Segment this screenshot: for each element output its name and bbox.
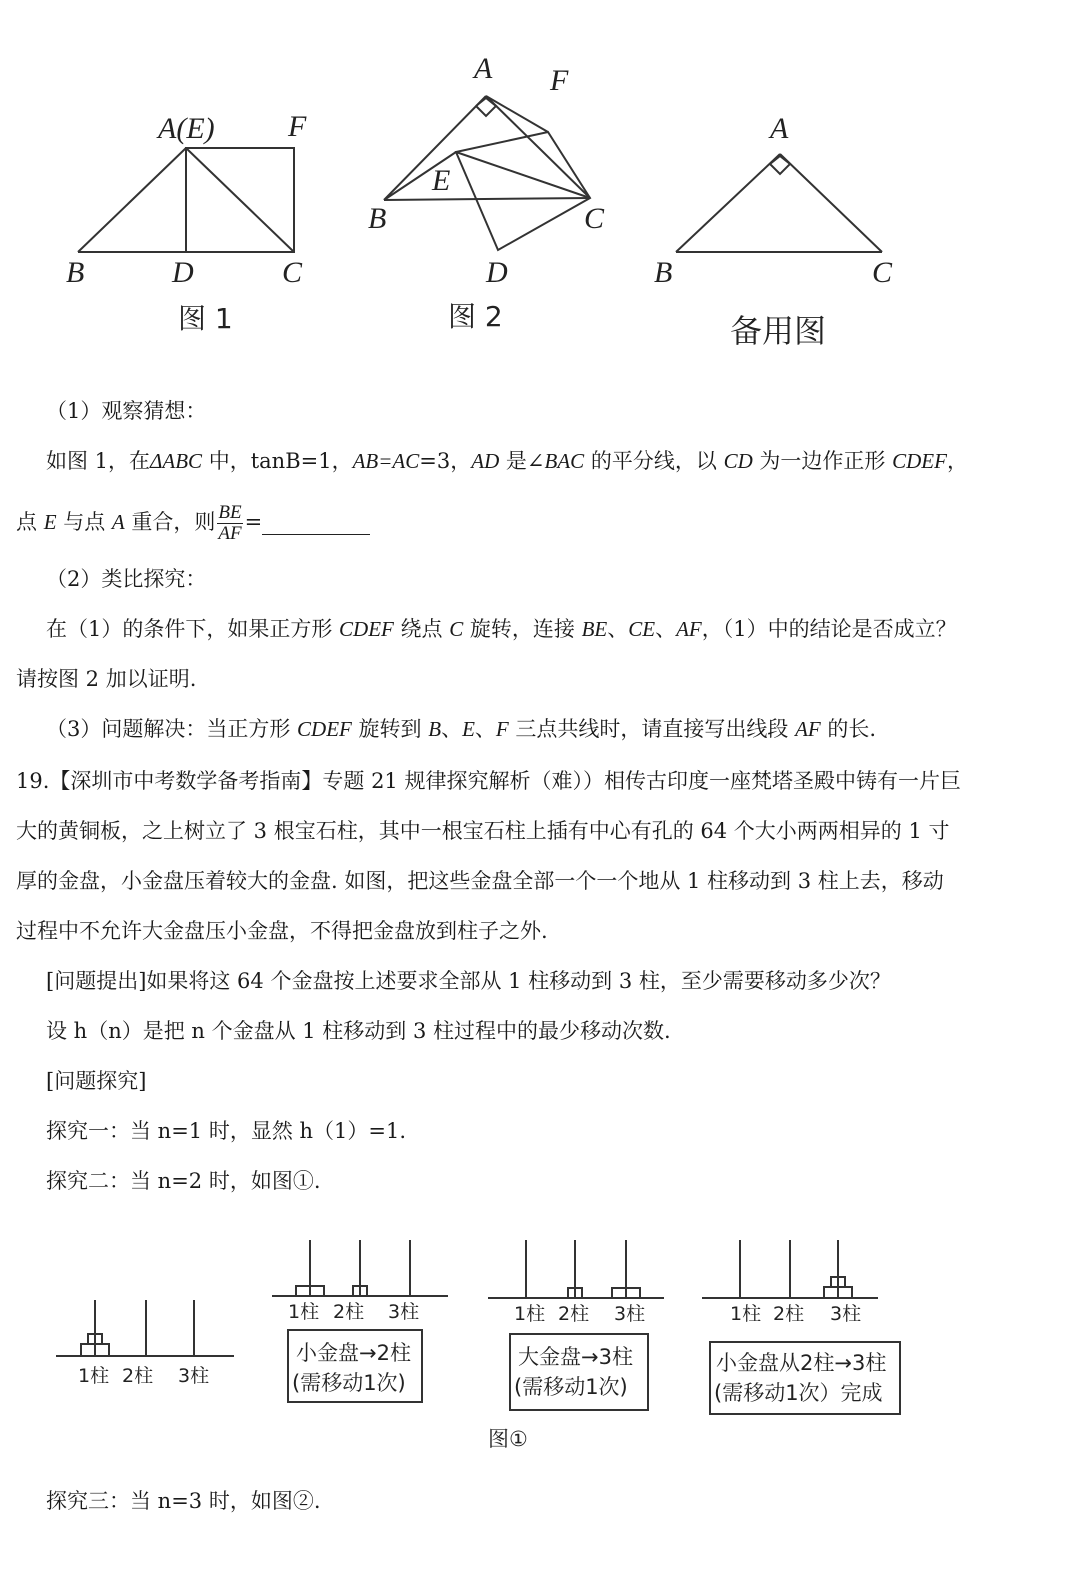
q19-explore-heading: [问题探究] [46,1069,147,1093]
math: BAC [544,449,585,473]
part1-line2 [16,500,1066,544]
text: 、 [474,717,496,741]
math: AF [676,617,702,641]
fraction-denominator: AF [218,523,242,544]
part3-line [46,714,1080,744]
state1-peg3: 3柱 [388,1301,420,1323]
fraction-be-af [217,503,242,544]
fraction-numerator: BE [218,502,242,523]
text: 中，tanB=1， [202,449,353,473]
q19-explore-2: 探究二：当 n=2 时，如图①. [46,1169,321,1193]
q19-problem: [问题提出]如果将这 64 个金盘按上述要求全部从 1 柱移动到 3 柱，至少需要移动多少次？ [46,969,891,993]
text: 旋转到 [351,717,429,741]
text: 的平分线，以 [584,449,724,473]
q19-explore-1: 探究一：当 n=1 时，显然 h（1）=1. [46,1119,407,1143]
text: 旋转，连接 [463,617,582,641]
math: AF [795,717,821,741]
text: 与点 [56,510,112,534]
fig1-label-C: C [282,256,303,289]
step2-line2: (需移动1次) [514,1375,628,1399]
fig2-label-D: D [486,256,508,289]
state0-peg3: 3柱 [178,1365,210,1387]
text: （3）问题解决：当正方形 [46,717,298,741]
math: E [43,510,57,534]
math: CDEF [892,449,947,473]
state1-peg1: 1柱 [288,1301,320,1323]
math: AD [471,449,500,473]
fig1-caption: 图 1 [178,302,233,335]
state3-peg2: 2柱 [773,1303,805,1325]
state2-peg3: 3柱 [614,1303,646,1325]
math: AB=AC [352,449,420,473]
state0-peg2: 2柱 [122,1365,154,1387]
math: CDEF [339,617,394,641]
state3-peg3: 3柱 [830,1303,862,1325]
q19-line4: 过程中不允许大金盘压小金盘，不得把金盘放到柱子之外. [16,919,548,943]
math: F [495,717,509,741]
state1-peg2: 2柱 [333,1301,365,1323]
text: 为一边作正形 [752,449,893,473]
figure-1 [78,148,294,252]
text: ，（1）中的结论是否成立？ [701,617,957,641]
math: E [462,717,475,741]
state2-peg1: 1柱 [514,1303,546,1325]
state0-peg1: 1柱 [78,1365,110,1387]
fig3-label-B: B [654,256,673,289]
text: 、 [441,717,463,741]
fig3-caption: 备用图 [730,312,827,350]
hanoi-svg [0,1230,1080,1460]
state2-peg2: 2柱 [558,1303,590,1325]
answer-blank[interactable] [262,512,370,535]
step3-line2: (需移动1次）完成 [714,1381,883,1405]
part1-heading: （1）观察猜想： [46,399,207,423]
math: BE [581,617,608,641]
fig2-label-F: F [550,64,569,97]
fig2-label-A: A [474,52,493,85]
math: B [428,717,442,741]
text: =3， [419,449,472,473]
text: 、 [607,617,629,641]
step1-line1: 小金盘→2柱 [296,1341,411,1365]
fig3-label-A: A [770,112,789,145]
q19-line1: 19.【深圳市中考数学备考指南】专题 21 规律探究解析（难））相传古印度一座梵塔圣殿中铸有一片巨 [16,769,961,793]
text: 在（1）的条件下，如果正方形 [46,617,340,641]
fig1-label-F: F [288,110,307,143]
fig2-label-C: C [584,202,605,235]
hanoi-figure [0,1230,1080,1460]
part2-line1 [46,614,1080,644]
text: 、 [655,617,677,641]
figure-2 [384,96,590,250]
fig1-label-B: B [66,256,85,289]
step1-line2: (需移动1次) [292,1371,406,1395]
text: 如图 1，在 [46,449,151,473]
fig2-caption: 图 2 [448,300,503,333]
state3-peg1: 1柱 [730,1303,762,1325]
hanoi-caption: 图① [488,1427,528,1451]
text: 绕点 [393,617,450,641]
math: A [111,510,125,534]
figure-backup [676,154,882,252]
fig2-label-E: E [432,164,451,197]
math: CD [723,449,753,473]
part2-line2: 请按图 2 加以证明. [16,667,197,691]
fig1-label-D: D [172,256,194,289]
geometry-figures [0,40,1080,370]
fig2-label-B: B [368,202,387,235]
fig3-label-C: C [872,256,893,289]
text: 重合，则 [124,510,216,534]
text: 是∠ [499,449,545,473]
q19-explore-3: 探究三：当 n=3 时，如图②. [46,1489,321,1513]
step2-line1: 大金盘→3柱 [518,1345,633,1369]
text: ， [946,449,968,473]
q19-line2: 大的黄铜板，之上树立了 3 根宝石柱，其中一根宝石柱上插有中心有孔的 64 个大小两两相异的 1 寸 [16,819,950,843]
math: ΔABC [150,449,203,473]
step3-line1: 小金盘从2柱→3柱 [716,1351,887,1375]
part2-heading: （2）类比探究： [46,567,207,591]
math: CDEF [297,717,352,741]
part1-line1 [46,446,1080,476]
fig1-label-A: A(E) [158,112,215,145]
q19-definition: 设 h（n）是把 n 个金盘从 1 柱移动到 3 柱过程中的最少移动次数. [46,1019,671,1043]
q19-line3: 厚的金盘，小金盘压着较大的金盘. 如图，把这些金盘全部一个一个地从 1 柱移动到 3 柱上去，移动 [16,869,944,893]
text: 点 [16,510,44,534]
geometry-svg [0,40,1080,370]
math: CE [628,617,656,641]
text: 三点共线时，请直接写出线段 [508,717,796,741]
math: C [449,617,464,641]
text: 的长. [820,717,877,741]
text: = [244,510,263,534]
